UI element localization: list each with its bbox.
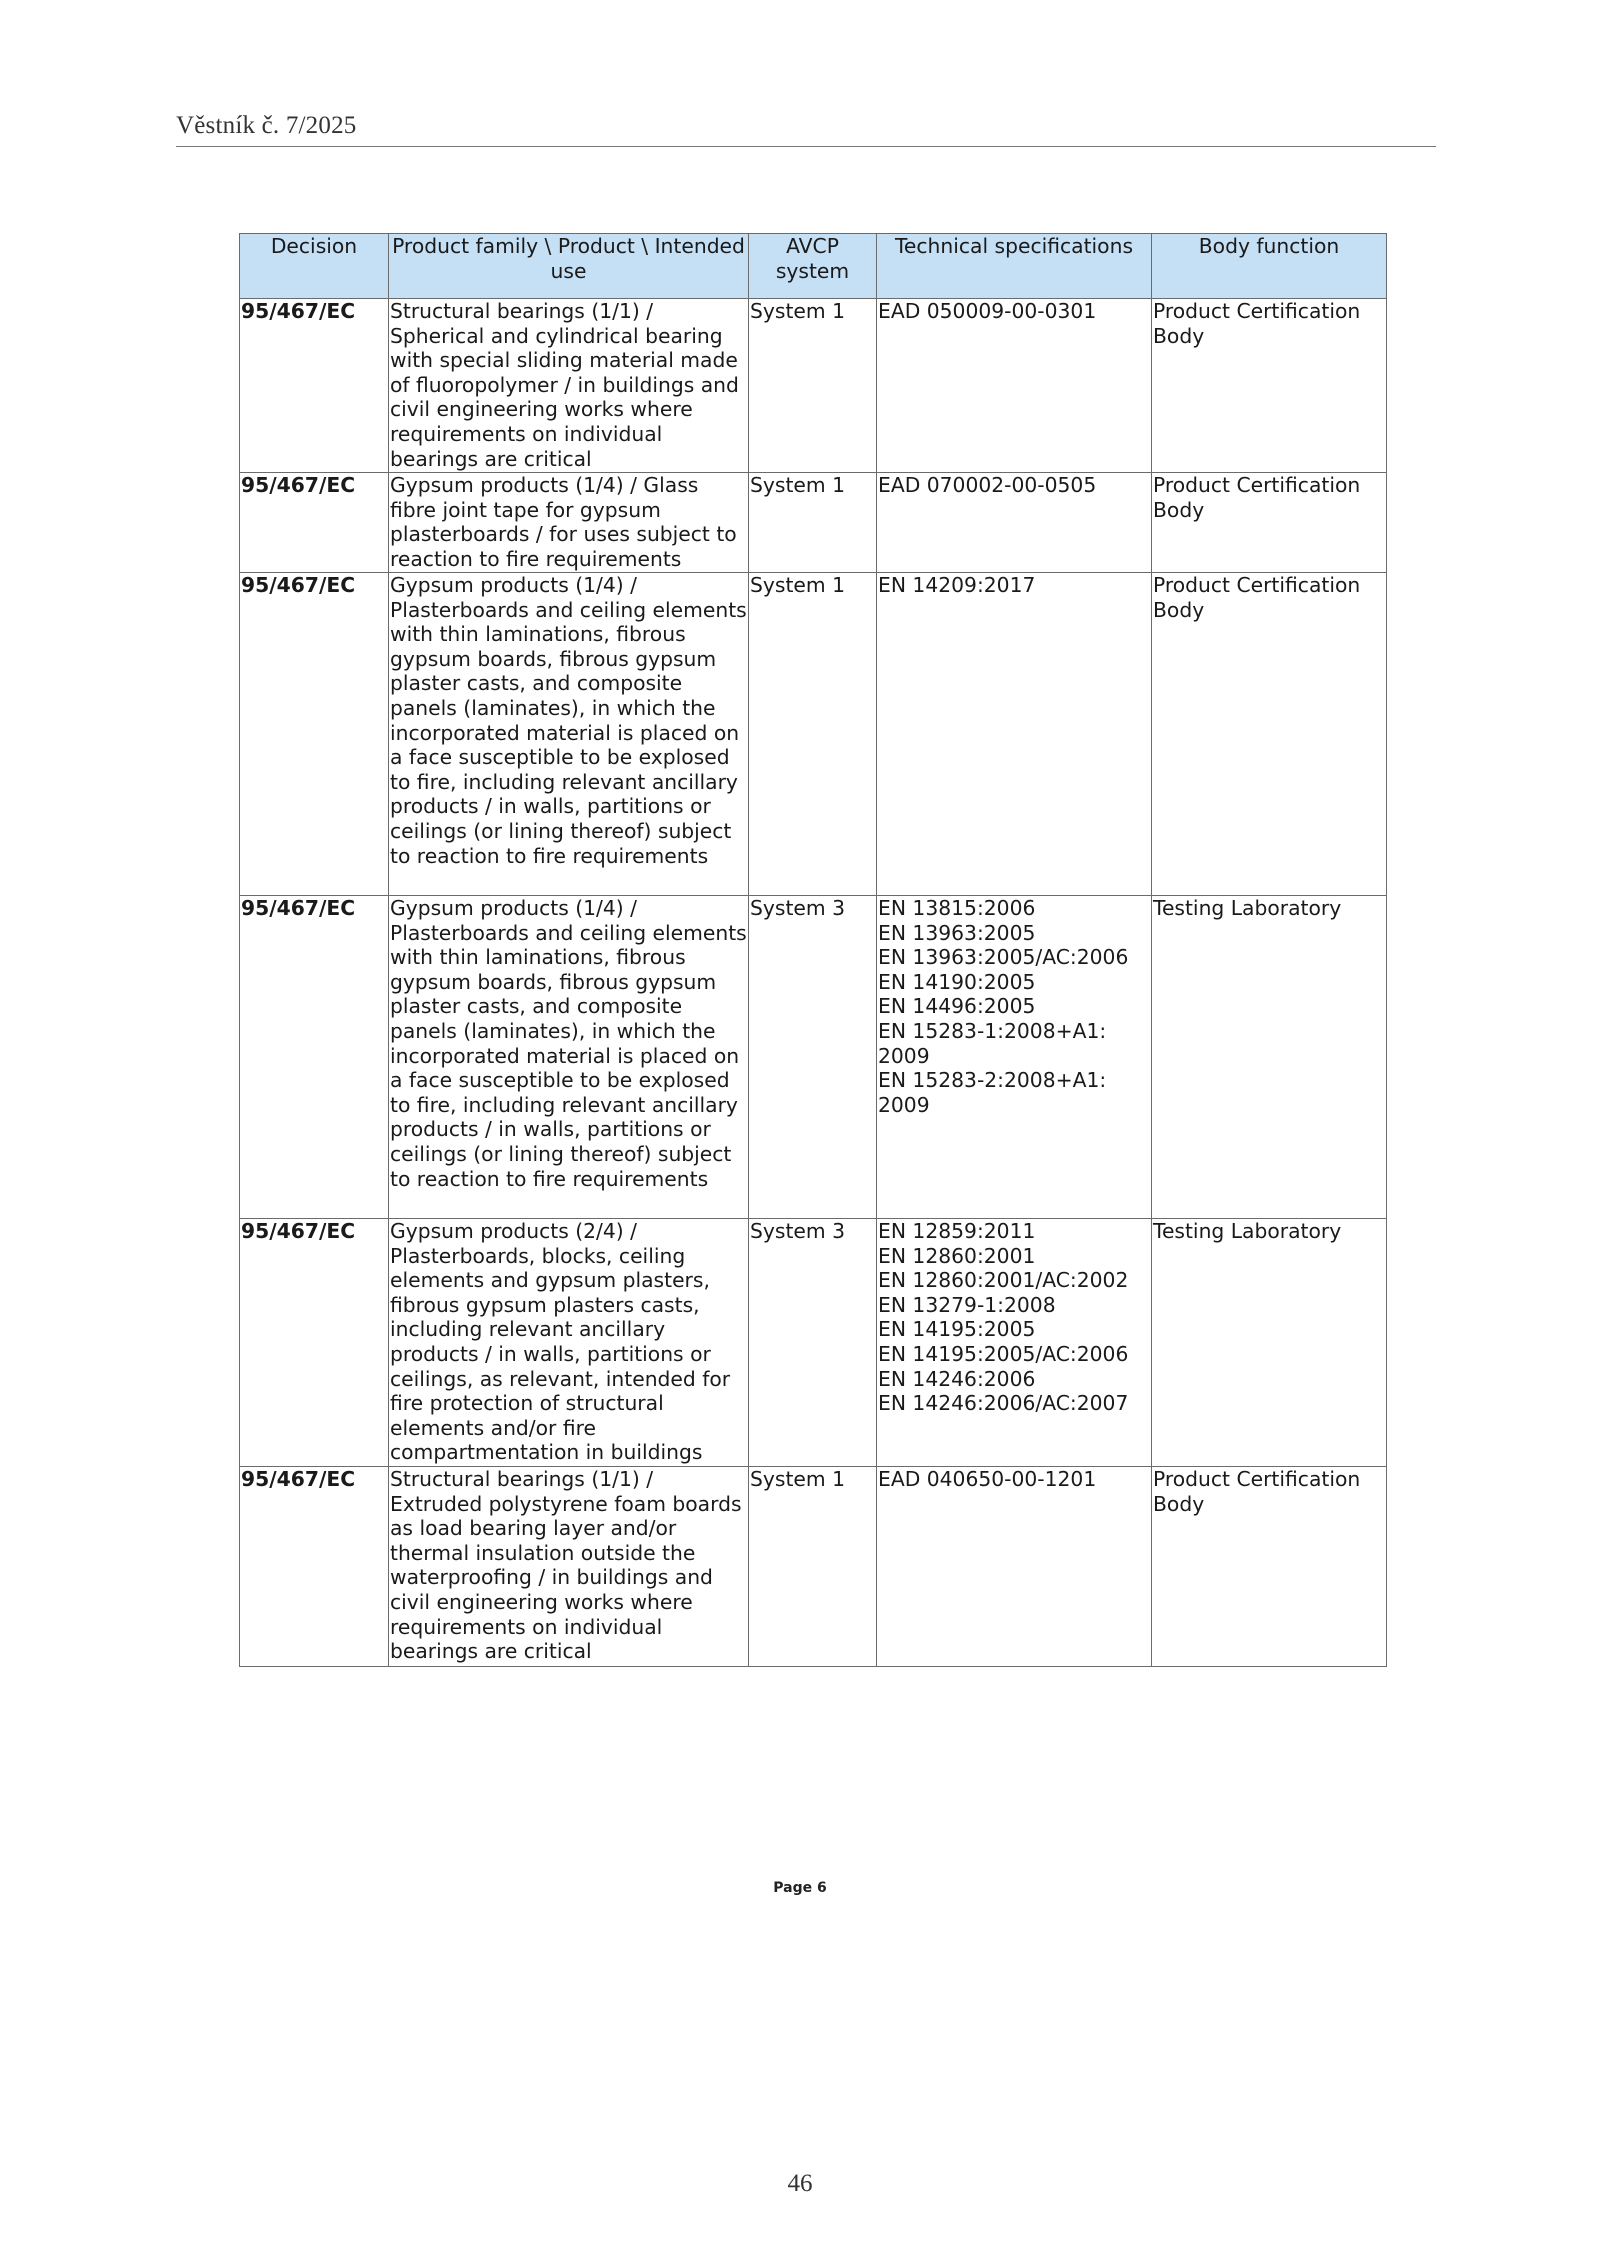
tech-spec-item: EN 12860:2001 [878, 1243, 1036, 1268]
body-function-cell: Product Certification Body [1152, 1467, 1387, 1667]
column-header-body-function: Body function [1152, 234, 1387, 299]
decision-cell: 95/467/EC [240, 1467, 389, 1667]
tech-spec-item: EN 14195:2005 [878, 1317, 1036, 1342]
tech-spec-item: EN 13963:2005/AC:2006 [878, 945, 1129, 970]
table-body [240, 299, 1387, 1667]
running-title: Věstník č. 7/2025 [176, 112, 357, 139]
page-label: Page 6 [773, 1880, 827, 1896]
decision-cell: 95/467/EC [240, 473, 389, 573]
decision-cell: 95/467/EC [240, 1219, 389, 1467]
avcp-cell: System 1 [749, 299, 877, 473]
tech-spec-item: EN 14190:2005 [878, 969, 1036, 994]
tech-spec-item: EN 14246:2006/AC:2007 [878, 1391, 1129, 1416]
tech-specs-cell [877, 299, 1152, 473]
tech-spec-item: EN 14246:2006 [878, 1366, 1036, 1391]
tech-spec-item: EAD 050009-00-0301 [878, 299, 1097, 323]
header-rule [176, 146, 1436, 147]
column-header-decision: Decision [240, 234, 389, 299]
tech-spec-item: EAD 040650-00-1201 [878, 1467, 1097, 1491]
body-function-cell: Product Certification Body [1152, 473, 1387, 573]
decision-cell: 95/467/EC [240, 299, 389, 473]
tech-spec-item: EN 14209:2017 [878, 573, 1036, 597]
table-row [240, 1467, 1387, 1667]
tech-spec-item: EN 15283-1:2008+A1: 2009 [878, 1018, 1107, 1068]
product-cell: Gypsum products (1/4) / Plasterboards and ceiling elements with thin laminations, fibrous gypsum boards, fibrous gypsum plaster casts, and composite panels (laminates), in which the incorporated material is placed on a face susceptible to be explosed to fire, including relevant ancillary products / in walls, partitions or ceilings (or lining thereof) subject to reaction to fire requirements [389, 896, 749, 1219]
avcp-cell: System 1 [749, 1467, 877, 1667]
tech-specs-cell [877, 1219, 1152, 1467]
table-header-row [240, 234, 1387, 299]
product-cell: Structural bearings (1/1) / Extruded polystyrene foam boards as load bearing layer and/or thermal insulation outside the waterproofing / in buildings and civil engineering works where requirements on individual bearings are critical [389, 1467, 749, 1667]
table-row [240, 299, 1387, 473]
column-header-product: Product family \ Product \ Intended use [389, 234, 749, 299]
tech-spec-item: EN 14195:2005/AC:2006 [878, 1341, 1129, 1366]
tech-spec-item: EN 13815:2006 [878, 896, 1036, 920]
tech-spec-item: EN 12860:2001/AC:2002 [878, 1268, 1129, 1293]
page-number: 46 [787, 2170, 813, 2197]
table-row [240, 1219, 1387, 1467]
avcp-cell: System 1 [749, 473, 877, 573]
body-function-cell: Testing Laboratory [1152, 896, 1387, 1219]
avcp-cell: System 3 [749, 896, 877, 1219]
tech-spec-item: EN 13279-1:2008 [878, 1292, 1056, 1317]
decision-cell: 95/467/EC [240, 573, 389, 896]
product-cell: Gypsum products (1/4) / Glass fibre joint tape for gypsum plasterboards / for uses subject to reaction to fire requirements [389, 473, 749, 573]
product-cell: Gypsum products (2/4) / Plasterboards, blocks, ceiling elements and gypsum plasters, fibrous gypsum plasters casts, including relevant ancillary products / in walls, partitions or ceilings, as relevant, intended for fire protection of structural elements and/or fire compartmentation in buildings [389, 1219, 749, 1467]
product-cell: Structural bearings (1/1) / Spherical and cylindrical bearing with special sliding material made of fluoropolymer / in buildings and civil engineering works where requirements on individual bearings are critical [389, 299, 749, 473]
product-cell: Gypsum products (1/4) / Plasterboards and ceiling elements with thin laminations, fibrous gypsum boards, fibrous gypsum plaster casts, and composite panels (laminates), in which the incorporated material is placed on a face susceptible to be explosed to fire, including relevant ancillary products / in walls, partitions or ceilings (or lining thereof) subject to reaction to fire requirements [389, 573, 749, 896]
body-function-cell: Product Certification Body [1152, 573, 1387, 896]
tech-specs-cell [877, 1467, 1152, 1667]
column-header-avcp: AVCP system [749, 234, 877, 299]
specifications-table [239, 233, 1387, 1667]
body-function-cell: Product Certification Body [1152, 299, 1387, 473]
tech-specs-cell [877, 473, 1152, 573]
tech-specs-cell [877, 896, 1152, 1219]
tech-spec-item: EN 14496:2005 [878, 994, 1036, 1019]
tech-spec-item: EN 13963:2005 [878, 920, 1036, 945]
column-header-tech-specs: Technical specifications [877, 234, 1152, 299]
tech-spec-item: EN 15283-2:2008+A1: 2009 [878, 1068, 1107, 1117]
avcp-cell: System 1 [749, 573, 877, 896]
table-row [240, 573, 1387, 896]
table-row [240, 473, 1387, 573]
tech-specs-cell [877, 573, 1152, 896]
tech-spec-item: EN 12859:2011 [878, 1219, 1036, 1243]
tech-spec-item: EAD 070002-00-0505 [878, 473, 1097, 497]
table-row [240, 896, 1387, 1219]
avcp-cell: System 3 [749, 1219, 877, 1467]
decision-cell: 95/467/EC [240, 896, 389, 1219]
body-function-cell: Testing Laboratory [1152, 1219, 1387, 1467]
